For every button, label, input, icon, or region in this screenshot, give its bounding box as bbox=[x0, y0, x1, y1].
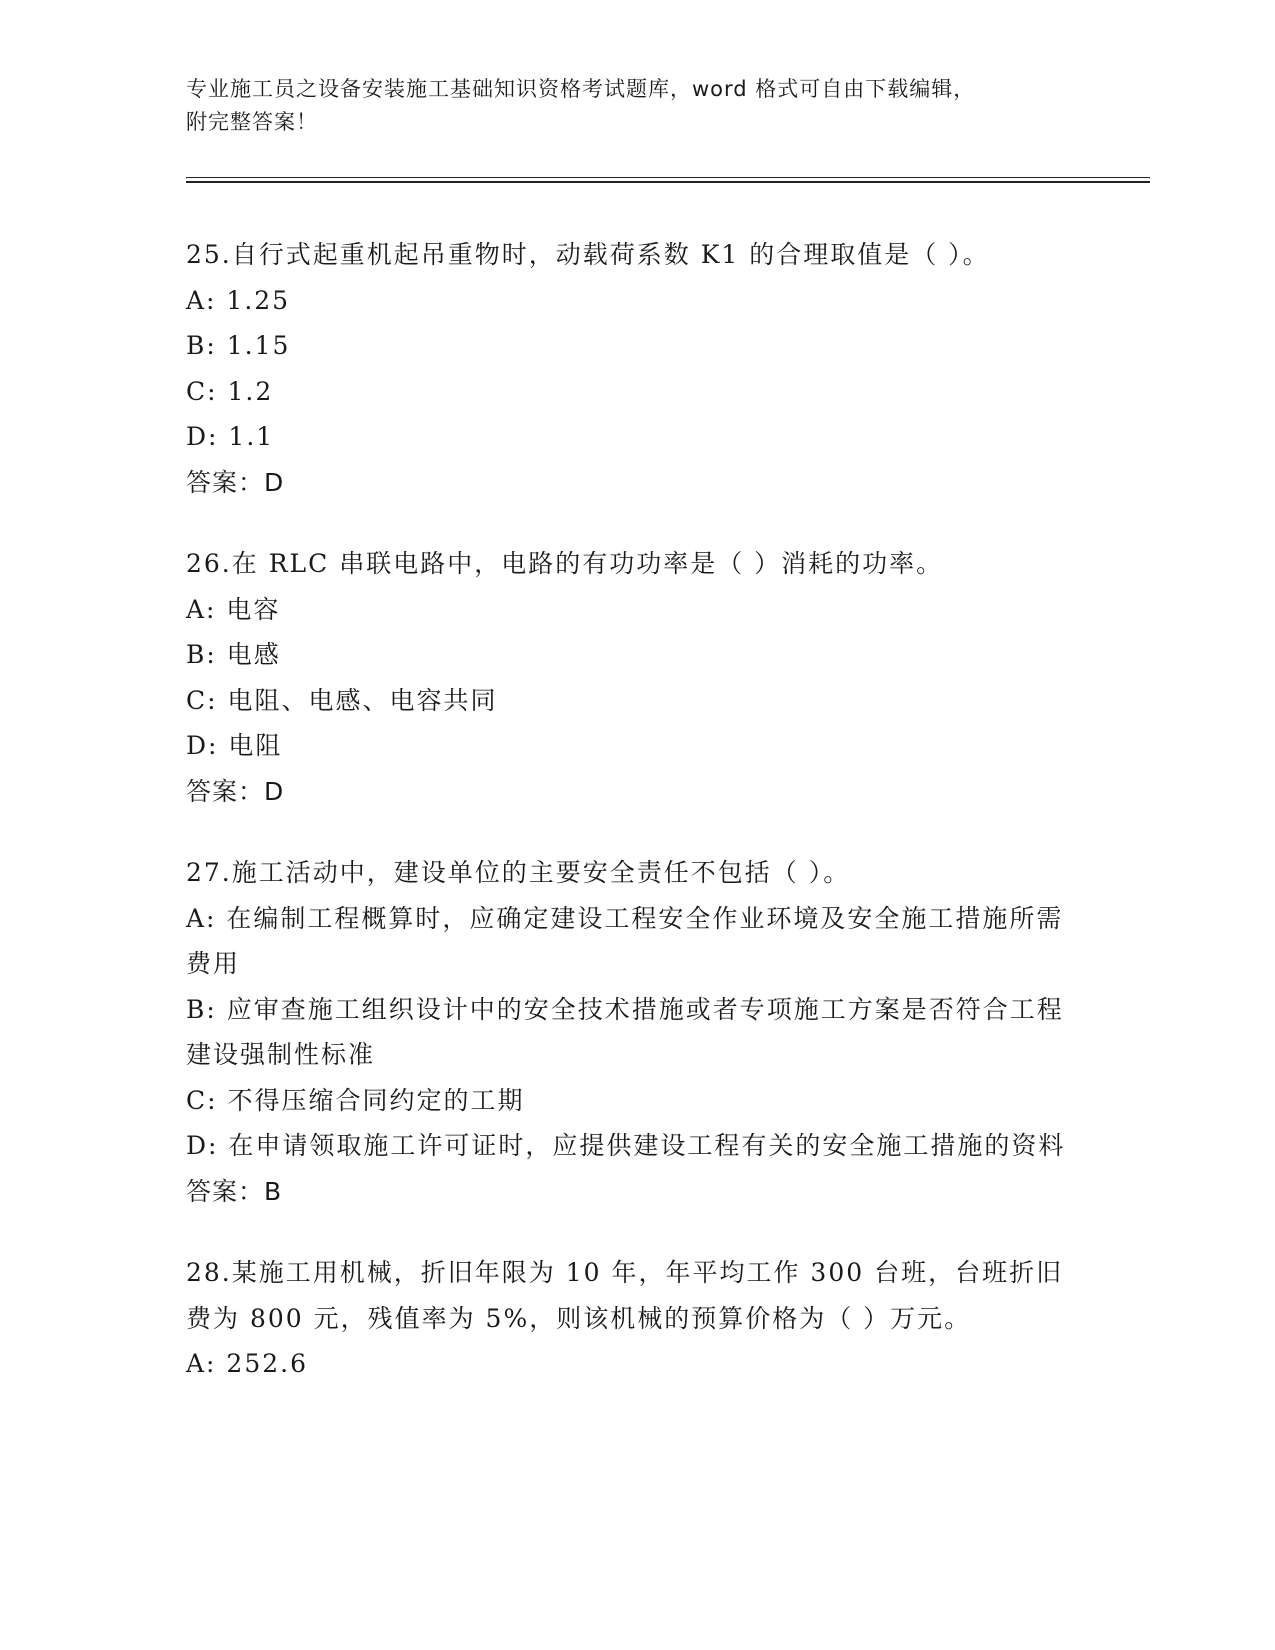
document-header bbox=[186, 73, 1066, 139]
header-line-2: 附完整答案！ bbox=[186, 110, 318, 134]
option-b: B: 应审查施工组织设计中的安全技术措施或者专项施工方案是否符合工程建设强制性标准 bbox=[186, 994, 1064, 1069]
question-26 bbox=[186, 541, 1086, 814]
question-stem: 28.某施工用机械，折旧年限为 10 年，年平均工作 300 台班，台班折旧费为 800 元，残值率为 5%，则该机械的预算价格为（ ）万元。 bbox=[186, 1258, 1064, 1333]
option-d: D: 电阻 bbox=[186, 731, 283, 760]
option-c: C: 不得压缩合同约定的工期 bbox=[186, 1085, 525, 1115]
option-c: C: 电阻、电感、电容共同 bbox=[186, 685, 498, 715]
header-divider-thin bbox=[186, 177, 1150, 178]
option-b: B: 1.15 bbox=[186, 331, 291, 360]
answer-line: 答案：D bbox=[186, 467, 285, 497]
header-line-1: 专业施工员之设备安装施工基础知识资格考试题库，word 格式可自由下载编辑， bbox=[186, 77, 976, 101]
question-28 bbox=[186, 1250, 1086, 1387]
question-27 bbox=[186, 850, 1086, 1214]
answer-line: 答案：B bbox=[186, 1176, 283, 1206]
question-stem: 27.施工活动中，建设单位的主要安全责任不包括（ ）。 bbox=[186, 858, 851, 887]
option-d: D: 在申请领取施工许可证时，应提供建设工程有关的安全施工措施的资料 bbox=[186, 1131, 1066, 1160]
option-c: C: 1.2 bbox=[186, 376, 274, 406]
option-a: A: 252.6 bbox=[186, 1349, 308, 1378]
option-a: A: 在编制工程概算时，应确定建设工程安全作业环境及安全施工措施所需费用 bbox=[186, 903, 1064, 978]
question-25 bbox=[186, 232, 1086, 505]
option-d: D: 1.1 bbox=[186, 422, 275, 451]
answer-line: 答案：D bbox=[186, 776, 285, 806]
option-a: A: 电容 bbox=[186, 594, 281, 624]
header-divider-thick bbox=[186, 181, 1150, 183]
option-a: A: 1.25 bbox=[186, 285, 291, 315]
question-list bbox=[186, 232, 1086, 1423]
option-b: B: 电感 bbox=[186, 640, 281, 669]
question-stem: 26.在 RLC 串联电路中，电路的有功功率是（ ）消耗的功率。 bbox=[186, 549, 944, 578]
question-stem: 25.自行式起重机起吊重物时，动载荷系数 K1 的合理取值是（ ）。 bbox=[186, 240, 990, 269]
